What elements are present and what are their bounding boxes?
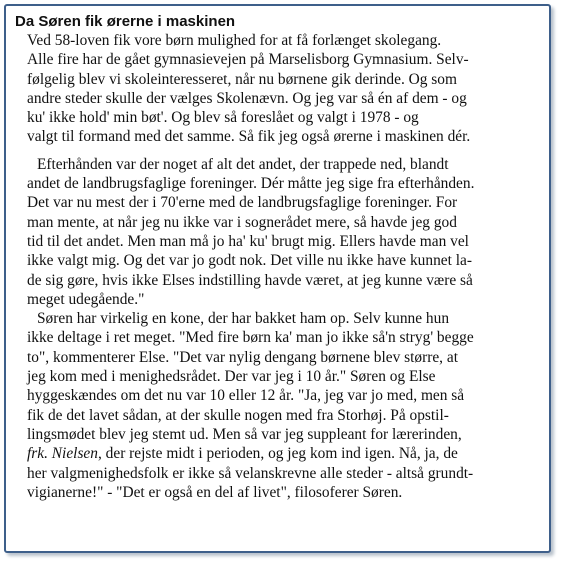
- paragraph-1: [15, 31, 540, 147]
- article-frame: [4, 4, 551, 553]
- text-line: Alle fire har de gået gymnasievejen på Marselisborg Gymnasium. Selv-: [27, 51, 469, 69]
- text-line: hyggeskændes om det nu var 10 eller 12 år. "Ja, jeg var jo med, men så: [27, 387, 465, 405]
- text-line: følgelig blev vi skoleinteresseret, når nu børnene gik derinde. Og som: [27, 70, 457, 88]
- article-title: Da Søren fik ørerne i maskinen: [15, 13, 236, 30]
- text-line: fik de det lavet sådan, at der skulle nogen med fra Storhøj. På opstil-: [27, 406, 449, 424]
- text-line: jeg kom med i menighedsrådet. Der var jeg i 10 år." Søren og Else: [27, 368, 436, 386]
- paragraph-spacer: [15, 147, 540, 155]
- text-line: lingsmødet blev jeg stemt ud. Men så var jeg suppleant for lærerinden,: [27, 425, 462, 443]
- text-line: ikke valgt mig. Og det var jo godt nok. Det ville nu ikke have kunnet la-: [27, 252, 472, 270]
- text-line: Søren har virkelig en kone, der har bakket ham op. Selv kunne hun: [37, 310, 450, 328]
- text-line: andre steder skulle der vælges Skolenævn. Og jeg var så én af dem - og: [27, 89, 467, 107]
- text-line: de sig gøre, hvis ikke Elses indstilling havde været, at jeg kunne være så: [27, 271, 473, 289]
- text-line: vigianerne!" - "Det er også en del af livet", filosoferer Søren.: [27, 483, 403, 501]
- text-line: man mente, at når jeg nu ikke var i sognerådet mere, så havde jeg god: [27, 213, 457, 231]
- paragraph-3: [15, 309, 540, 502]
- text-line: Efterhånden var der noget af alt det andet, der trappede ned, blandt: [37, 155, 449, 173]
- text-line: valgt til formand med det samme. Så fik jeg også ørerne i maskinen dér.: [27, 128, 471, 146]
- italic-name: frk. Nielsen: [27, 445, 98, 463]
- text-line: to", kommenterer Else. "Det var nylig dengang børnene blev større, at: [27, 348, 458, 366]
- text-line: andet de landbrugsfaglige foreninger. Dér måtte jeg sige fra efterhånden.: [27, 175, 475, 193]
- text-line: Ved 58-loven fik vore børn mulighed for at få forlænget skolegang.: [27, 32, 442, 49]
- text-line: meget udegående.": [27, 290, 145, 308]
- text-line: ikke deltage i ret meget. "Med fire børn ka' man jo ikke så'n stryg' begge: [27, 329, 474, 347]
- text-line: frk. Nielsen, der rejste midt i perioden, og jeg kom ind igen. Nå, ja, de: [27, 445, 458, 463]
- text-line: ku' ikke hold' min bøt'. Og blev så foreslået og valgt i 1978 - og: [27, 109, 419, 127]
- paragraph-2: [15, 155, 540, 309]
- text-line: her valgmenighedsfolk er ikke så velanskrevne alle steder - altså grundt-: [27, 464, 474, 482]
- text-line: Det var nu mest der i 70'erne med de landbrugsfaglige foreninger. For: [27, 194, 458, 212]
- text-line: tid til det andet. Men man må jo ha' ku' brugt mig. Ellers havde man vel: [27, 232, 469, 250]
- article-content: [15, 12, 540, 502]
